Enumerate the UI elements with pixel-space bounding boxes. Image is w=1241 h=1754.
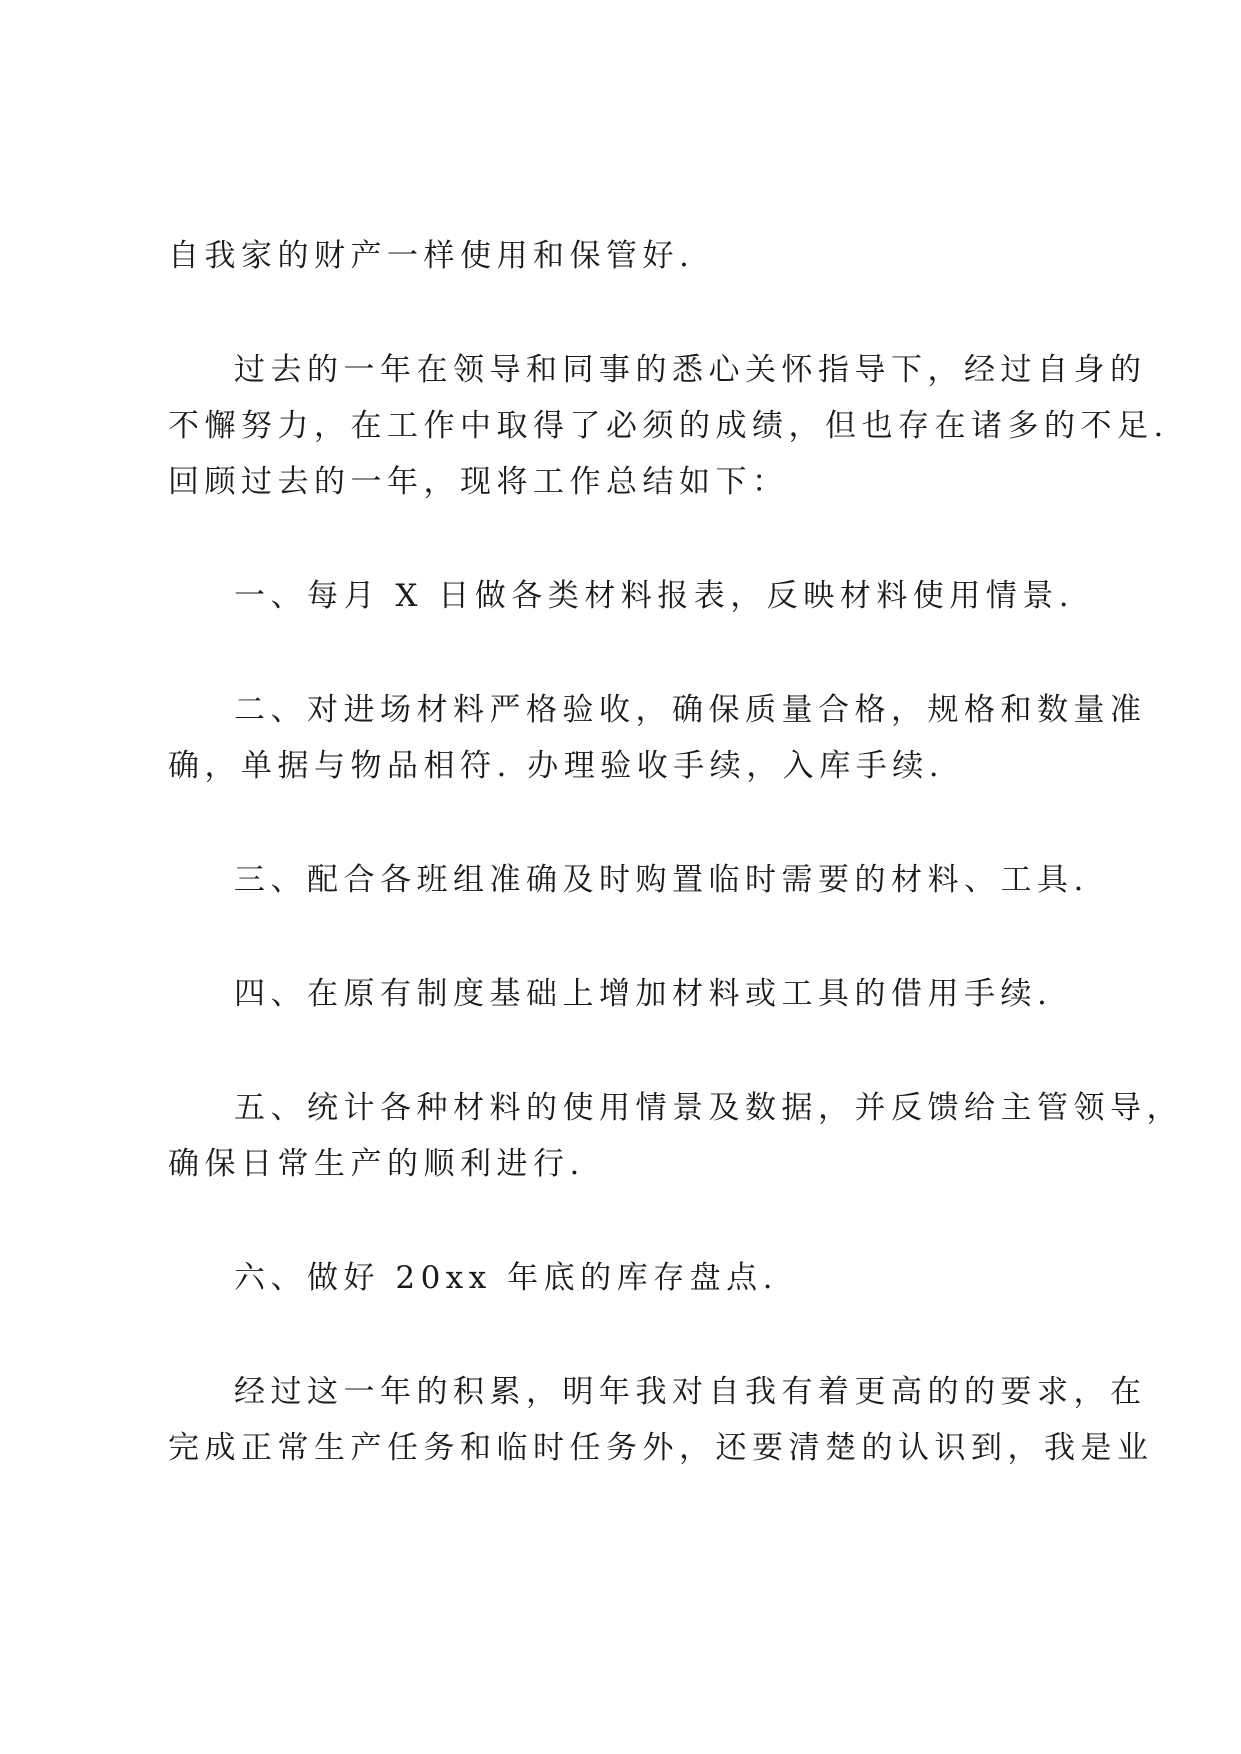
list-item-4: 四、在原有制度基础上增加材料或工具的借用手续. (234, 976, 1053, 1012)
paragraph-line: 经过这一年的积累，明年我对自我有着更高的的要求，在 (234, 1374, 1147, 1410)
list-item-2: 二、对进场材料严格验收，确保质量合格，规格和数量准 (234, 692, 1147, 728)
paragraph-line: 完成正常生产任务和临时任务外，还要清楚的认识到，我是业 (168, 1430, 1154, 1466)
list-item-1: 一、每月 X 日做各类材料报表，反映材料使用情景. (234, 578, 1075, 614)
list-item-6: 六、做好 20xx 年底的库存盘点. (234, 1260, 778, 1296)
list-item-3: 三、配合各班组准确及时购置临时需要的材料、工具. (234, 862, 1089, 898)
paragraph-line: 回顾过去的一年，现将工作总结如下： (168, 464, 789, 500)
list-item-5-continued: 确保日常生产的顺利进行. (168, 1146, 585, 1182)
paragraph-line: 自我家的财产一样使用和保管好. (168, 238, 695, 274)
list-item-2-continued: 确，单据与物品相符. 办理验收手续，入库手续. (168, 748, 945, 784)
paragraph-line: 不懈努力，在工作中取得了必须的成绩，但也存在诸多的不足. (168, 408, 1169, 444)
list-item-5: 五、统计各种材料的使用情景及数据，并反馈给主管领导， (234, 1090, 1183, 1126)
paragraph-line: 过去的一年在领导和同事的悉心关怀指导下，经过自身的 (234, 352, 1147, 388)
